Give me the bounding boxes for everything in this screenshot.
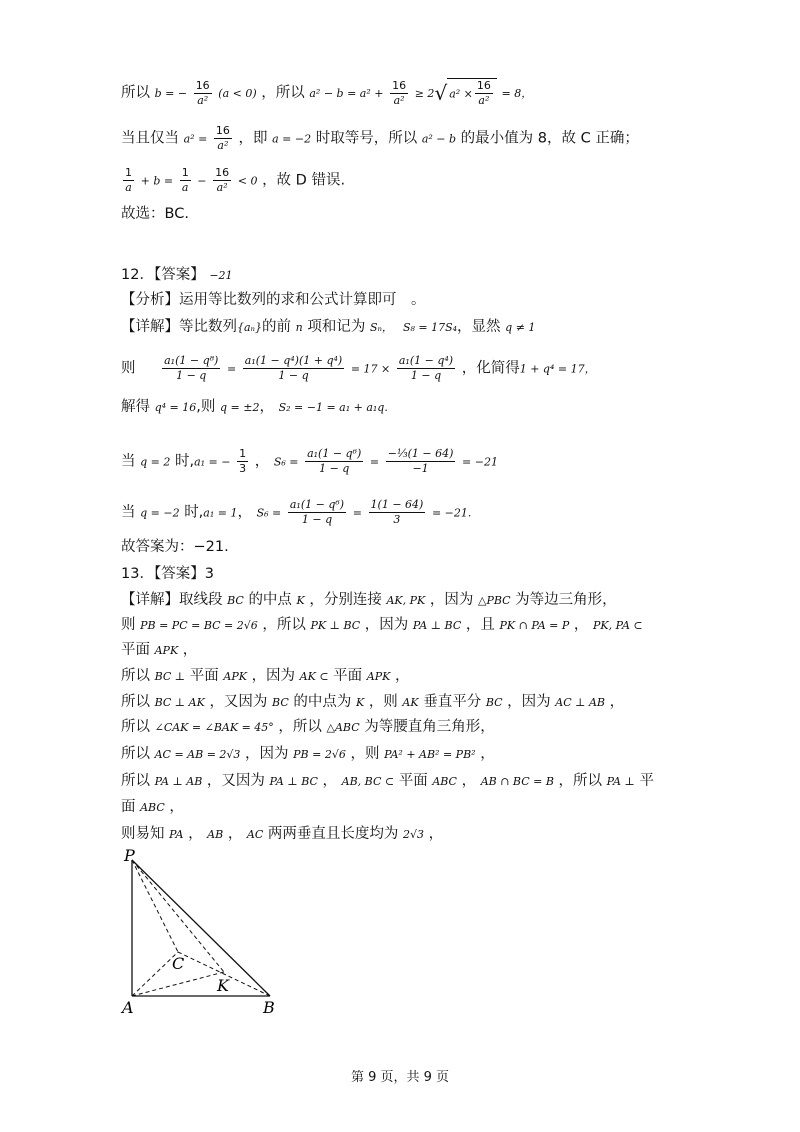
text: ， xyxy=(480,746,495,762)
math: PB = 2√6 xyxy=(293,748,346,761)
text: 两两垂直且长度均为 xyxy=(267,826,399,842)
text: ， xyxy=(573,617,589,633)
solution-line-2 xyxy=(121,124,639,153)
text: 所以 xyxy=(121,746,150,762)
math: a₁ = 1 xyxy=(203,506,238,520)
text: ，即 xyxy=(238,130,268,147)
text: ， xyxy=(461,773,477,789)
math: PA ⊥ BC xyxy=(412,619,462,632)
label-B: B xyxy=(263,998,275,1017)
text: 平面 xyxy=(333,668,363,684)
math: a² × xyxy=(449,87,473,101)
math: PA xyxy=(169,828,184,841)
math: b = − xyxy=(154,87,188,100)
text: 当且仅当 xyxy=(121,130,179,147)
denominator: a xyxy=(125,181,132,194)
text: 平 xyxy=(639,773,654,789)
numerator: 1(1 − 64) xyxy=(370,498,424,511)
text: 当 xyxy=(121,504,136,521)
text: 平面 xyxy=(121,642,150,658)
math: K xyxy=(355,696,365,709)
math: {aₙ} xyxy=(237,321,263,334)
text: 【详解】取线段 xyxy=(121,592,223,608)
math: ∠CAK = ∠BAK = 45° xyxy=(154,721,274,734)
text: ，因为 xyxy=(251,668,296,684)
q13-row-7 xyxy=(121,744,495,765)
math: BC ⊥ AK xyxy=(154,696,205,709)
math: q = ±2 xyxy=(220,401,260,414)
math: ABC xyxy=(140,801,165,814)
text: ， xyxy=(227,826,243,842)
text: 所以 xyxy=(121,773,150,789)
text: 12．【答案】 xyxy=(121,267,205,283)
text: ，又因为 xyxy=(206,773,265,789)
math: AC ⊥ AB xyxy=(555,696,605,709)
edge-AK xyxy=(132,972,224,996)
math: 2√3 xyxy=(403,828,425,841)
fraction xyxy=(194,79,212,108)
denominator: 1 − q xyxy=(410,369,442,382)
text: ，所以 xyxy=(262,617,306,633)
q13-row-1 xyxy=(121,590,617,611)
denominator: −1 xyxy=(412,462,429,475)
math: PA² + AB² = PB² xyxy=(384,748,476,761)
math: BC xyxy=(227,594,244,607)
q13-row-8 xyxy=(121,771,654,792)
numerator: −⅓(1 − 64) xyxy=(387,447,454,460)
text: ，且 xyxy=(465,617,495,633)
math: q ≠ 1 xyxy=(505,321,536,334)
denominator: 1 − q xyxy=(278,369,309,382)
fraction xyxy=(162,354,220,383)
math: AB ∩ BC = B xyxy=(480,775,554,788)
fraction xyxy=(180,166,191,195)
text: 则易知 xyxy=(121,826,165,842)
math: BC xyxy=(485,696,503,709)
q13-heading: 13．【答案】3 xyxy=(121,566,214,582)
math: ABC xyxy=(432,775,457,788)
text: 为等边三角形， xyxy=(515,592,617,608)
numerator: 1 xyxy=(181,166,189,179)
edge-PC xyxy=(132,860,178,952)
text: 【详解】等比数列 xyxy=(121,319,237,335)
q12-solve xyxy=(121,397,388,418)
numerator: 16 xyxy=(215,124,230,137)
text: 所以 xyxy=(121,85,150,101)
q13-row-4 xyxy=(121,666,409,687)
fraction xyxy=(475,79,493,108)
text: ，因为 xyxy=(364,617,409,633)
q13-row-10 xyxy=(121,824,443,845)
label-K: K xyxy=(217,976,229,995)
text: 垂直平分 xyxy=(423,694,482,710)
text: 所以 xyxy=(121,719,150,735)
math: q = −2 xyxy=(140,506,180,520)
math: ≥ 2 xyxy=(414,87,435,100)
math: AC = AB = 2√3 xyxy=(154,748,241,761)
text: ，显然 xyxy=(457,319,501,335)
denominator: a² xyxy=(217,139,229,152)
text: 的最小值为 8，故 C 正确； xyxy=(460,130,639,147)
numerator: 1 xyxy=(239,447,247,460)
math: a² = xyxy=(183,132,208,146)
fraction xyxy=(305,447,363,476)
denominator: a² xyxy=(216,181,228,194)
denominator: 1 − q xyxy=(301,513,333,526)
math: PB = PC = BC = 2√6 xyxy=(140,619,258,632)
math: PA ⊥ BC xyxy=(269,775,318,788)
q12-final: 故答案为：−21. xyxy=(121,539,229,555)
text: 时取等号，所以 xyxy=(315,130,418,147)
numerator: a₁(1 − q⁴) xyxy=(398,354,454,367)
text: ，所以 xyxy=(558,773,603,789)
numerator: 16 xyxy=(476,79,491,92)
fraction xyxy=(243,354,344,383)
math: a = −2 xyxy=(272,132,312,146)
text: ,则 xyxy=(196,399,216,415)
fraction xyxy=(369,498,426,527)
math: PK ∩ PA = P xyxy=(499,619,570,632)
denominator: a² xyxy=(197,93,209,107)
text: 项和记为 xyxy=(307,319,366,335)
q13-row-5 xyxy=(121,692,624,713)
text: ，因为 xyxy=(507,694,551,710)
fraction xyxy=(237,447,248,476)
tetrahedron-figure xyxy=(120,848,290,1018)
math: + b = xyxy=(140,174,174,188)
math: K xyxy=(296,594,305,607)
page-footer: 第 9 页，共 9 页 xyxy=(350,1070,450,1085)
math: = 17 × xyxy=(350,362,391,376)
fraction xyxy=(288,498,346,527)
text: ， xyxy=(237,504,252,521)
math: PA ⊥ xyxy=(606,775,635,788)
text: 时, xyxy=(174,453,195,470)
denominator: a² xyxy=(478,94,490,107)
q13-row-6 xyxy=(121,717,495,738)
math: S₂ = −1 = a₁ + a₁q. xyxy=(278,401,388,414)
q12-equation xyxy=(121,354,596,383)
math: 1 + q⁴ = 17， xyxy=(519,362,596,376)
fraction xyxy=(123,166,134,195)
math: PK ⊥ BC xyxy=(310,619,361,632)
text: ， xyxy=(169,799,184,815)
label-C: C xyxy=(172,954,185,973)
solution-line-3 xyxy=(121,166,345,195)
text: 所以 xyxy=(121,668,150,684)
numerator: 16 xyxy=(392,78,407,92)
text: ， xyxy=(188,826,203,842)
q12-detail xyxy=(121,317,535,338)
text: 的前 xyxy=(262,319,292,335)
math: S₆ = xyxy=(256,506,282,520)
text: 平面 xyxy=(398,773,428,789)
math: n xyxy=(295,321,303,334)
text: 为等腰直角三角形， xyxy=(364,719,495,735)
fraction xyxy=(386,447,456,476)
text: ， xyxy=(428,826,444,842)
text: 解得 xyxy=(121,399,150,415)
math: S₆ = xyxy=(273,455,299,469)
text: 的中点 xyxy=(248,592,292,608)
math: PK, PA ⊂ xyxy=(592,619,643,632)
radicand xyxy=(447,78,497,108)
text: ， xyxy=(609,694,625,710)
math: AB xyxy=(207,828,224,841)
numerator: a₁(1 − q⁴)(1 + q⁴) xyxy=(244,354,343,367)
q13-row-3 xyxy=(121,640,197,661)
label-P: P xyxy=(124,848,135,865)
numerator: a₁(1 − q⁶) xyxy=(289,498,345,511)
text: ，所以 xyxy=(278,719,322,735)
math: = xyxy=(352,506,362,520)
math: AK, PK xyxy=(386,594,426,607)
denominator: 3 xyxy=(393,513,401,526)
solution-line-1 xyxy=(121,78,532,108)
math: AK xyxy=(402,696,419,709)
text: ， xyxy=(259,399,274,415)
numerator: a₁(1 − q⁸) xyxy=(164,354,219,367)
q13-row-2 xyxy=(121,615,643,636)
numerator: a₁(1 − q⁶) xyxy=(307,447,362,460)
math: PA ⊥ AB xyxy=(154,775,203,788)
text: ， xyxy=(322,773,338,789)
math: −21 xyxy=(209,269,233,282)
q13-row-9 xyxy=(121,797,184,818)
math: AB, BC ⊂ xyxy=(341,775,395,788)
math: q⁴ = 16 xyxy=(154,401,197,414)
math: APK xyxy=(223,670,247,683)
q12-heading xyxy=(121,265,233,286)
text: 面 xyxy=(121,799,136,815)
fraction xyxy=(397,354,455,383)
math: BC xyxy=(272,696,289,709)
math: AC xyxy=(246,828,264,841)
text: 平面 xyxy=(189,668,219,684)
denominator: 3 xyxy=(239,462,247,475)
fraction xyxy=(214,124,232,153)
text: ，因为 xyxy=(429,592,474,608)
math: q = 2 xyxy=(140,455,171,469)
text: 的中点为 xyxy=(293,694,352,710)
math: = −21 xyxy=(462,455,498,469)
text: ，则 xyxy=(368,694,398,710)
text: ，因为 xyxy=(245,746,289,762)
denominator: 1 − q xyxy=(176,369,207,382)
math: a² − b xyxy=(421,132,457,146)
text: ， xyxy=(254,453,270,470)
math: a² − b = a² + xyxy=(309,87,384,100)
label-A: A xyxy=(122,998,134,1017)
math: APK xyxy=(366,670,391,683)
math: Sₙ， xyxy=(369,321,393,334)
text: 则 xyxy=(121,617,136,633)
math: < 0 xyxy=(237,174,258,188)
text: ， xyxy=(182,642,198,658)
math: a₁ = − xyxy=(194,455,231,469)
math: = 8， xyxy=(501,87,533,100)
math: △PBC xyxy=(477,594,511,607)
fraction xyxy=(213,166,231,195)
q12-case-1 xyxy=(121,447,498,476)
text: ，所以 xyxy=(261,85,305,101)
text: ，化简得 xyxy=(461,360,520,377)
denominator: 1 − q xyxy=(319,462,350,475)
text: ， xyxy=(394,668,410,684)
radical-sign: √ xyxy=(434,81,448,105)
math: APK xyxy=(154,644,179,657)
math: (a < 0) xyxy=(218,87,257,100)
answer-choice-line: 故选：BC. xyxy=(121,206,189,222)
math: = xyxy=(226,362,237,376)
q12-analysis: 【分析】运用等比数列的求和公式计算即可 。 xyxy=(121,292,426,308)
math: AK ⊂ xyxy=(299,670,329,683)
numerator: 1 xyxy=(125,166,132,179)
math: = xyxy=(369,455,380,469)
text: ，分别连接 xyxy=(309,592,382,608)
fraction xyxy=(390,79,408,108)
text: 则 xyxy=(121,360,136,377)
text: 时, xyxy=(184,504,204,521)
math: = −21. xyxy=(431,506,472,520)
math: BC ⊥ xyxy=(154,670,186,683)
denominator: a xyxy=(181,181,189,194)
numerator: 16 xyxy=(215,166,230,179)
text: ，又因为 xyxy=(209,694,268,710)
numerator: 16 xyxy=(195,78,210,92)
math: △ABC xyxy=(326,721,360,734)
math: − xyxy=(197,174,207,188)
q12-case-2 xyxy=(121,498,471,527)
denominator: a² xyxy=(393,93,405,107)
text: ，故 D 错误. xyxy=(262,172,346,189)
math: S₈ = 17S₄ xyxy=(402,321,458,334)
text: 当 xyxy=(121,453,136,470)
text: ，则 xyxy=(350,746,380,762)
text: 所以 xyxy=(121,694,150,710)
